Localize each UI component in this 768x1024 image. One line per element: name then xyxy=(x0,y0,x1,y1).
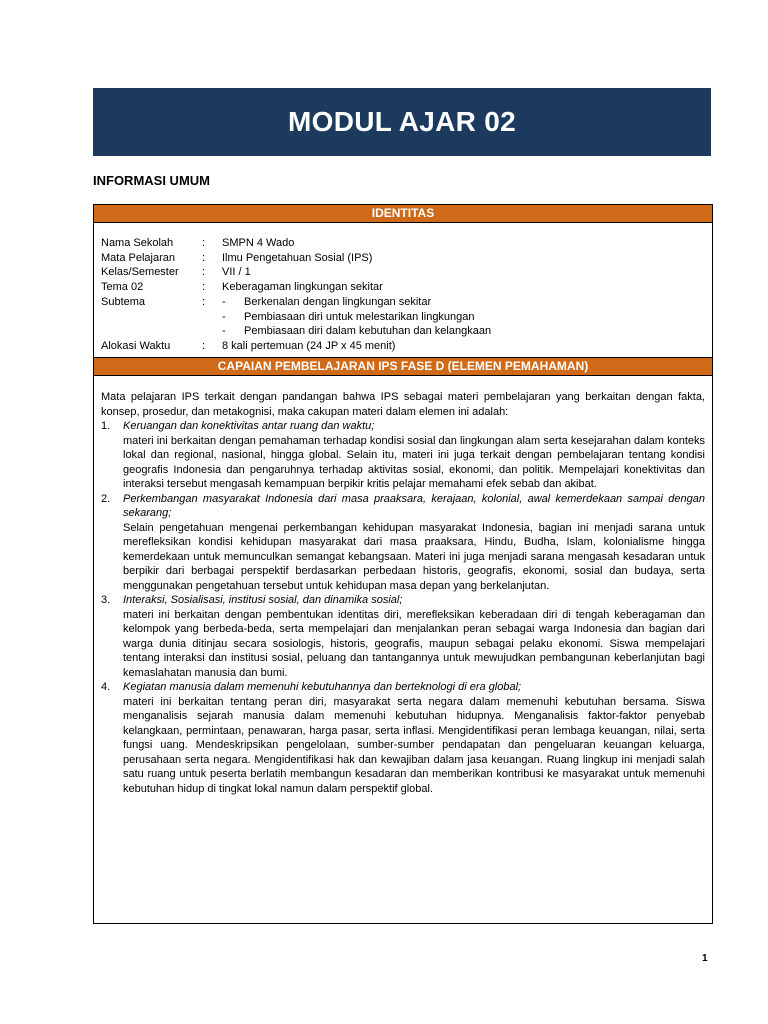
bullet-dash: - xyxy=(222,295,226,308)
item-title: Perkembangan masyarakat Indonesia dari masa praaksara, kerajaan, kolonial, awal kemerdekaan sampai dengan sekarang; xyxy=(123,492,705,519)
bullet-dash: - xyxy=(222,310,226,323)
bullet-dash: - xyxy=(222,325,226,338)
subtema-label: Subtema xyxy=(101,295,146,308)
section-heading: INFORMASI UMUM xyxy=(93,173,210,188)
alokasi-value: 8 kali pertemuan (24 JP x 45 menit) xyxy=(222,339,396,352)
capaian-item-title xyxy=(101,680,705,695)
identity-value: VII / 1 xyxy=(222,266,251,279)
capaian-item-title xyxy=(101,419,705,434)
document-title: MODUL AJAR 02 xyxy=(288,106,516,137)
item-body: materi ini berkaitan dengan pembentukan identitas diri, merefleksikan keberadaan diri di tengah keberagaman dan kelompok yang berbeda-beda, serta mempelajari dan menjalankan peran sebagai warga Indonesia dan bagian dari warga dunia ditinjau secara sosiologis, historis, geografis, maupun sebagai pelaku ekonomi. Siswa mempelajari tentang interaksi dan institusi sosial, peluang dan tantangannya untuk mewujudkan pembangunan keberlanjutan bagi kemaslahatan manusia dan bumi. xyxy=(123,608,705,679)
alokasi-row xyxy=(101,339,705,354)
item-body: materi ini berkaitan tentang peran diri, masyarakat serta negara dalam memenuhi kebutuhan bersama. Siswa menganalisis sejarah manusia dalam memenuhi kebutuhan hidupnya. Menganalisis faktor-faktor penyebab kelangkaan, permintaan, penawaran, harga pasar, serta inflasi. Mengidentifikasi peran lembaga keuangan, nilai, serta fungsi uang. Mendeskripsikan pengelolaan, sumber-sumber pendapatan dan pengeluaran keuangan keluarga, perusahaan serta negara. Mengidentifikasi hak dan kewajiban dalam jasa keuangan. Ruang lingkup ini menjadi salah satu ruang untuk peserta berlatih membangun kesadaran dan memberikan kontribusi ke masyarakat untuk memenuhi kebutuhan hidup di tingkat lokal namun dalam perspektif global. xyxy=(123,695,705,795)
identity-colon: : xyxy=(202,251,206,264)
identity-colon: : xyxy=(202,266,206,279)
subtema-list xyxy=(222,295,705,339)
item-number: 1. xyxy=(101,420,111,432)
item-number: 4. xyxy=(101,681,111,693)
identity-colon: : xyxy=(202,281,206,294)
page-number: 1 xyxy=(702,953,708,964)
identitas-content xyxy=(94,223,712,357)
alokasi-colon: : xyxy=(202,339,206,352)
identity-row xyxy=(101,280,705,295)
alokasi-label: Alokasi Waktu xyxy=(101,339,171,352)
identity-row xyxy=(101,236,705,251)
item-title: Interaksi, Sosialisasi, institusi sosial, dan dinamika sosial; xyxy=(123,594,403,606)
subtema-text: Berkenalan dengan lingkungan sekitar xyxy=(244,295,432,308)
subtema-item xyxy=(222,310,705,325)
subtema-colon: : xyxy=(202,295,206,308)
info-table xyxy=(93,204,713,924)
identitas-header: IDENTITAS xyxy=(94,205,712,223)
identity-row xyxy=(101,265,705,280)
subtema-item xyxy=(222,295,705,310)
subtema-item xyxy=(222,324,705,339)
item-body: Selain pengetahuan mengenai perkembangan kehidupan masyarakat Indonesia, bagian ini menjadi sarana untuk merefleksikan kondisi kehidupan masyarakat dari masa praaksara, Hindu, Budha, Islam, kolonialisme hingga kemerdekaan untuk memunculkan semangat kebangsaan. Materi ini juga menjadi sarana mengasah kesadaran untuk berpikir dari berbagai perspektif berdasarkan perbedaan historis, geografis, ekonomi, sosial dan budaya, serta menggunakan pengetahuan tersebut untuk kehidupan masa depan yang berkelanjutan. xyxy=(123,521,705,592)
identity-label: Kelas/Semester xyxy=(101,266,179,279)
subtema-text: Pembiasaan diri dalam kebutuhan dan kelangkaan xyxy=(244,325,492,338)
item-number: 2. xyxy=(101,492,111,505)
identity-value: Keberagaman lingkungan sekitar xyxy=(222,281,383,294)
item-title: Kegiatan manusia dalam memenuhi kebutuhannya dan berteknologi di era global; xyxy=(123,681,522,693)
identity-value: Ilmu Pengetahuan Sosial (IPS) xyxy=(222,251,373,264)
identity-value: SMPN 4 Wado xyxy=(222,237,295,249)
item-number: 3. xyxy=(101,594,111,606)
item-body: materi ini berkaitan dengan pemahaman terhadap kondisi sosial dan lingkungan alam serta kesejarahan dalam konteks lokal dan regional, nasional, hingga global. Selain itu, materi ini juga terkait dengan pembelajaran tentang kondisi geografis Indonesia dan pengaruhnya terhadap aktivitas sosial, ekonomi, dan politik. Mempelajari konektivitas dan interaksi tersebut mengasah kemampuan berpikir kritis pelajar memahami efek sebab dan akibat. xyxy=(123,434,705,490)
capaian-item-title xyxy=(101,492,705,521)
identity-row xyxy=(101,251,705,266)
capaian-item-title xyxy=(101,593,705,608)
subtema-row xyxy=(101,295,705,339)
identity-colon: : xyxy=(202,237,206,249)
subtema-text: Pembiasaan diri untuk melestarikan lingkungan xyxy=(244,310,475,323)
identity-label: Tema 02 xyxy=(101,281,144,294)
capaian-header: CAPAIAN PEMBELAJARAN IPS FASE D (ELEMEN PEMAHAMAN) xyxy=(94,357,712,376)
item-title: Keruangan dan konektivitas antar ruang dan waktu; xyxy=(123,420,375,432)
capaian-content xyxy=(94,376,712,796)
identity-label: Nama Sekolah xyxy=(101,237,174,249)
identity-label: Mata Pelajaran xyxy=(101,251,175,264)
capaian-intro: Mata pelajaran IPS terkait dengan pandangan bahwa IPS sebagai materi pembelajaran yang berkaitan dengan fakta, konsep, prosedur, dan metakognisi, maka cakupan materi dalam elemen ini adalah: xyxy=(101,391,705,418)
title-banner xyxy=(93,88,711,156)
